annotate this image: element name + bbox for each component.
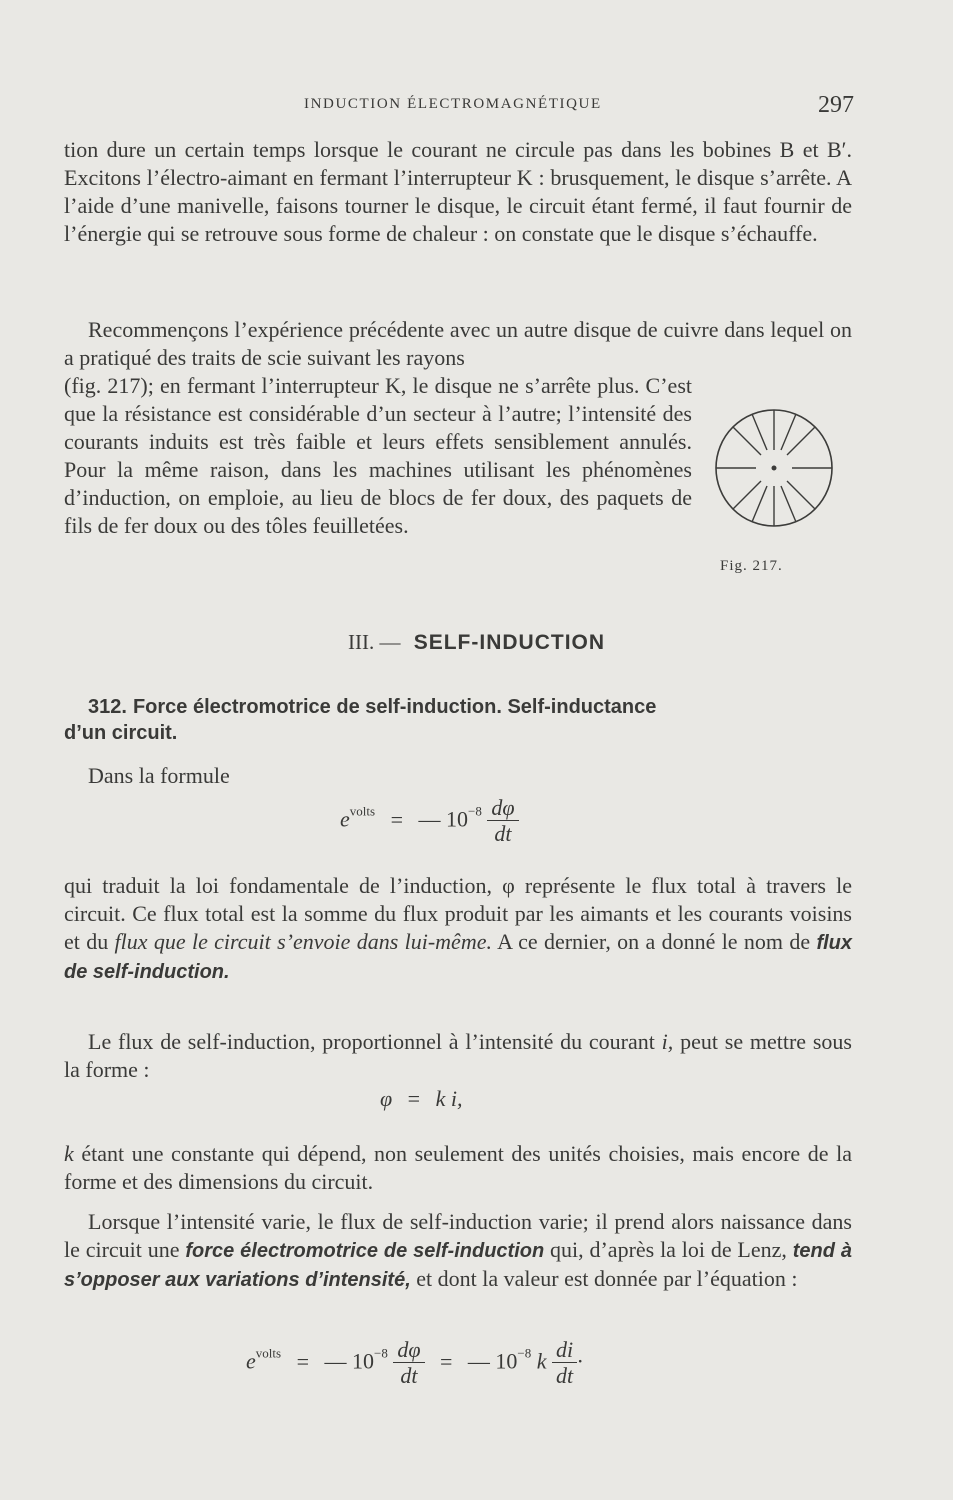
formula-ki: k i, xyxy=(435,1086,463,1111)
paragraph-self-induction-emf xyxy=(64,1208,852,1294)
formula-symbol-e: e xyxy=(340,806,350,832)
fraction-2-denominator: dt xyxy=(556,1363,574,1388)
paragraph-constant-k-symbol: k xyxy=(64,1141,74,1166)
fraction-1-denominator: dt xyxy=(400,1363,418,1388)
article-title-line2: d’un circuit. xyxy=(64,722,178,744)
paragraph-emf-c: et dont la valeur est donnée par l’équation : xyxy=(410,1266,798,1291)
paragraph-emf-bold2: tend à s’opposer aux variations d’intensité, xyxy=(64,1240,852,1291)
paragraph-formula-intro: Dans la formule xyxy=(88,763,230,788)
formula-exponent-1: −8 xyxy=(373,1345,388,1361)
paragraph-flux-text-b: A ce dernier, on a donné le nom de xyxy=(491,929,817,954)
section-heading xyxy=(0,630,953,655)
formula-coefficient-2: — 10 xyxy=(467,1348,518,1374)
figure-217 xyxy=(712,402,846,588)
page-number: 297 xyxy=(818,92,854,118)
formula-end-dot: · xyxy=(577,1348,583,1374)
page-header xyxy=(64,92,854,124)
formula-symbol-e: e xyxy=(246,1348,256,1374)
formula-sup-volts: volts xyxy=(349,803,376,819)
paragraph-self-flux-b: peut se mettre sous la forme : xyxy=(64,1029,852,1082)
formula-fraction-2 xyxy=(552,1338,577,1389)
formula-phi: φ xyxy=(380,1086,393,1111)
paragraph-emf-bold1: force électromotrice de self-induction xyxy=(185,1240,545,1262)
paragraph-emf-a: Lorsque l’intensité varie, le flux de self-induction varie; il prend alors naissance dans le circuit une xyxy=(64,1209,852,1262)
paragraph-disk-experiment-wide: Recommençons l’expérience précédente avec un autre disque de cuivre dans lequel on a pratiqué des traits de scie suivant les rayons xyxy=(64,317,852,370)
paragraph-emf-b: qui, d’après la loi de Lenz, xyxy=(544,1237,793,1262)
formula-exponent: −8 xyxy=(467,803,482,819)
paragraph-disk-experiment-narrow: (fig. 217); en fermant l’interrupteur K, le disque ne s’arrête plus. C’est que la résistance est considérable d’un secteur à l’autre; l’intensité des courants induits est très faible et leurs effets sensiblement annulés. Pour la même raison, dans les machines utilisant les phénomènes d’induction, on emploie, au lieu de blocs de fer doux, des paquets de fils de fer doux ou des tôles feuilletées. xyxy=(64,373,692,538)
figure-caption: Fig. 217. xyxy=(720,558,783,574)
section-name: SELF-INDUCTION xyxy=(413,631,606,654)
formula-equals: = xyxy=(390,806,403,832)
formula-coefficient-1: — 10 xyxy=(324,1348,374,1374)
fraction-numerator: dφ xyxy=(487,796,518,821)
formula-phi-ki xyxy=(380,1086,462,1112)
formula-equals-2: = xyxy=(440,1348,453,1374)
fraction-denominator: dt xyxy=(494,821,512,846)
paragraph-continuation: tion dure un certain temps lorsque le courant ne circule pas dans les bobines B et B′. Excitons l’électro-aimant en fermant l’interrupteur K : brusquement, le disque s’arrête. A l’aide d’une manivelle, faisons tourner le disque, le circuit étant fermé, il faut fournir de l’énergie qui se retrouve sous forme de chaleur : on constate que le disque s’échauffe. xyxy=(64,137,852,246)
running-title: INDUCTION ÉLECTROMAGNÉTIQUE xyxy=(304,96,602,112)
article-heading xyxy=(64,694,852,746)
formula-emf xyxy=(340,796,519,847)
article-title-line1: Force électromotrice de self-induction. Self-inductance xyxy=(132,696,657,718)
formula-sup-volts: volts xyxy=(255,1345,282,1361)
formula-self-induction-emf xyxy=(246,1338,583,1389)
paragraph-constant-k-text: étant une constante qui dépend, non seulement des unités choisies, mais encore de la forme et des dimensions du circuit. xyxy=(64,1141,852,1194)
section-number: III. — xyxy=(347,630,401,654)
formula-k: k xyxy=(536,1348,547,1374)
paragraph-self-flux-a: Le flux de self-induction, proportionnel à l’intensité du courant xyxy=(88,1029,662,1054)
formula-equals: = xyxy=(407,1086,421,1111)
paragraph-constant-k xyxy=(64,1140,852,1196)
formula-equals-1: = xyxy=(296,1348,309,1374)
fraction-1-numerator: dφ xyxy=(393,1338,424,1363)
article-number: 312. xyxy=(88,696,127,718)
paragraph-self-flux-i: i, xyxy=(661,1029,674,1054)
paragraph-flux xyxy=(64,872,852,986)
formula-fraction-1 xyxy=(393,1338,424,1389)
formula-exponent-2: −8 xyxy=(517,1345,532,1361)
slotted-disk-drawing xyxy=(712,402,846,552)
paragraph-flux-text-a: qui traduit la loi fondamentale de l’induction, φ représente le flux total à travers le circuit. Ce flux total est la somme du flux produit par les aimants et les courants voisins et du xyxy=(64,873,852,954)
fraction-2-numerator: di xyxy=(552,1338,577,1363)
paragraph-flux-bold: flux de self-induction. xyxy=(64,932,852,983)
formula-coefficient: — 10 xyxy=(418,806,468,832)
paragraph-self-flux xyxy=(64,1028,852,1084)
formula-fraction xyxy=(487,796,518,847)
paragraph-flux-italic: flux que le circuit s’envoie dans lui-même. xyxy=(114,929,492,954)
